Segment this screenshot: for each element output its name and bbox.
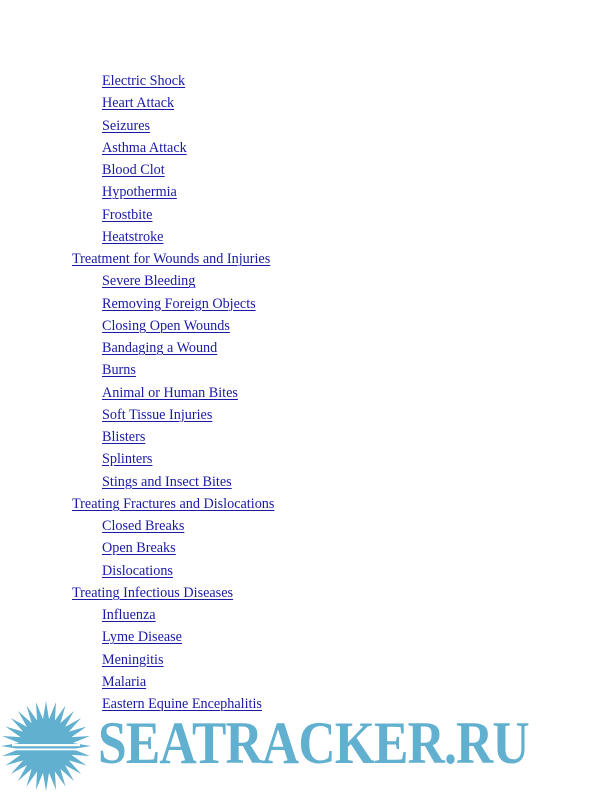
toc-entry — [0, 315, 612, 337]
toc-entry — [0, 137, 612, 159]
table-of-contents — [0, 70, 612, 715]
toc-link[interactable]: Heatstroke — [102, 228, 164, 245]
toc-entry — [0, 181, 612, 203]
toc-entry — [0, 337, 612, 359]
toc-entry — [0, 204, 612, 226]
toc-link[interactable]: Asthma Attack — [102, 139, 187, 156]
toc-link[interactable]: Removing Foreign Objects — [102, 295, 256, 312]
toc-link[interactable]: Hypothermia — [102, 184, 177, 201]
watermark — [0, 700, 612, 792]
toc-link[interactable]: Soft Tissue Injuries — [102, 406, 213, 423]
toc-link[interactable]: Eastern Equine Encephalitis — [102, 696, 262, 712]
toc-section — [0, 493, 612, 515]
toc-link[interactable]: Treating Fractures and Dislocations — [72, 495, 275, 512]
toc-link[interactable]: Electric Shock — [102, 73, 186, 89]
toc-link[interactable]: Seizures — [102, 117, 151, 134]
toc-entry — [0, 448, 612, 470]
toc-link[interactable]: Closing Open Wounds — [102, 317, 230, 334]
toc-entry — [0, 404, 612, 426]
toc-link[interactable]: Animal or Human Bites — [102, 384, 238, 401]
toc-entry — [0, 537, 612, 559]
toc-entry — [0, 649, 612, 671]
toc-link[interactable]: Malaria — [102, 673, 147, 690]
toc-link[interactable]: Stings and Insect Bites — [102, 473, 232, 490]
toc-section — [0, 582, 612, 604]
toc-entry — [0, 270, 612, 292]
watermark-text: SEATRACKER.RU — [98, 710, 529, 776]
toc-link[interactable]: Splinters — [102, 451, 153, 468]
toc-entry — [0, 115, 612, 137]
toc-entry — [0, 471, 612, 493]
toc-entry — [0, 560, 612, 582]
toc-entry — [0, 626, 612, 648]
toc-link[interactable]: Treatment for Wounds and Injuries — [72, 251, 271, 267]
toc-link[interactable]: Lyme Disease — [102, 629, 182, 646]
toc-entry — [0, 382, 612, 404]
toc-entry — [0, 226, 612, 248]
toc-link[interactable]: Bandaging a Wound — [102, 340, 218, 356]
toc-link[interactable]: Blisters — [102, 429, 146, 445]
toc-entry — [0, 293, 612, 315]
toc-entry — [0, 604, 612, 626]
toc-link[interactable]: Influenza — [102, 607, 156, 623]
toc-entry — [0, 70, 612, 92]
toc-entry — [0, 159, 612, 181]
sun-icon — [0, 700, 92, 792]
toc-link[interactable]: Severe Bleeding — [102, 273, 196, 290]
toc-link[interactable]: Burns — [102, 362, 136, 379]
toc-section — [0, 248, 612, 270]
toc-entry — [0, 359, 612, 381]
toc-link[interactable]: Closed Breaks — [102, 518, 185, 534]
toc-entry — [0, 426, 612, 448]
toc-entry — [0, 92, 612, 114]
toc-link[interactable]: Frostbite — [102, 206, 153, 223]
toc-link[interactable]: Heart Attack — [102, 95, 175, 112]
toc-link[interactable]: Treating Infectious Diseases — [72, 584, 234, 601]
toc-entry — [0, 671, 612, 693]
toc-entry — [0, 515, 612, 537]
toc-link[interactable]: Blood Clot — [102, 162, 165, 178]
toc-link[interactable]: Meningitis — [102, 651, 164, 668]
toc-link[interactable]: Dislocations — [102, 562, 173, 579]
toc-link[interactable]: Open Breaks — [102, 540, 176, 557]
